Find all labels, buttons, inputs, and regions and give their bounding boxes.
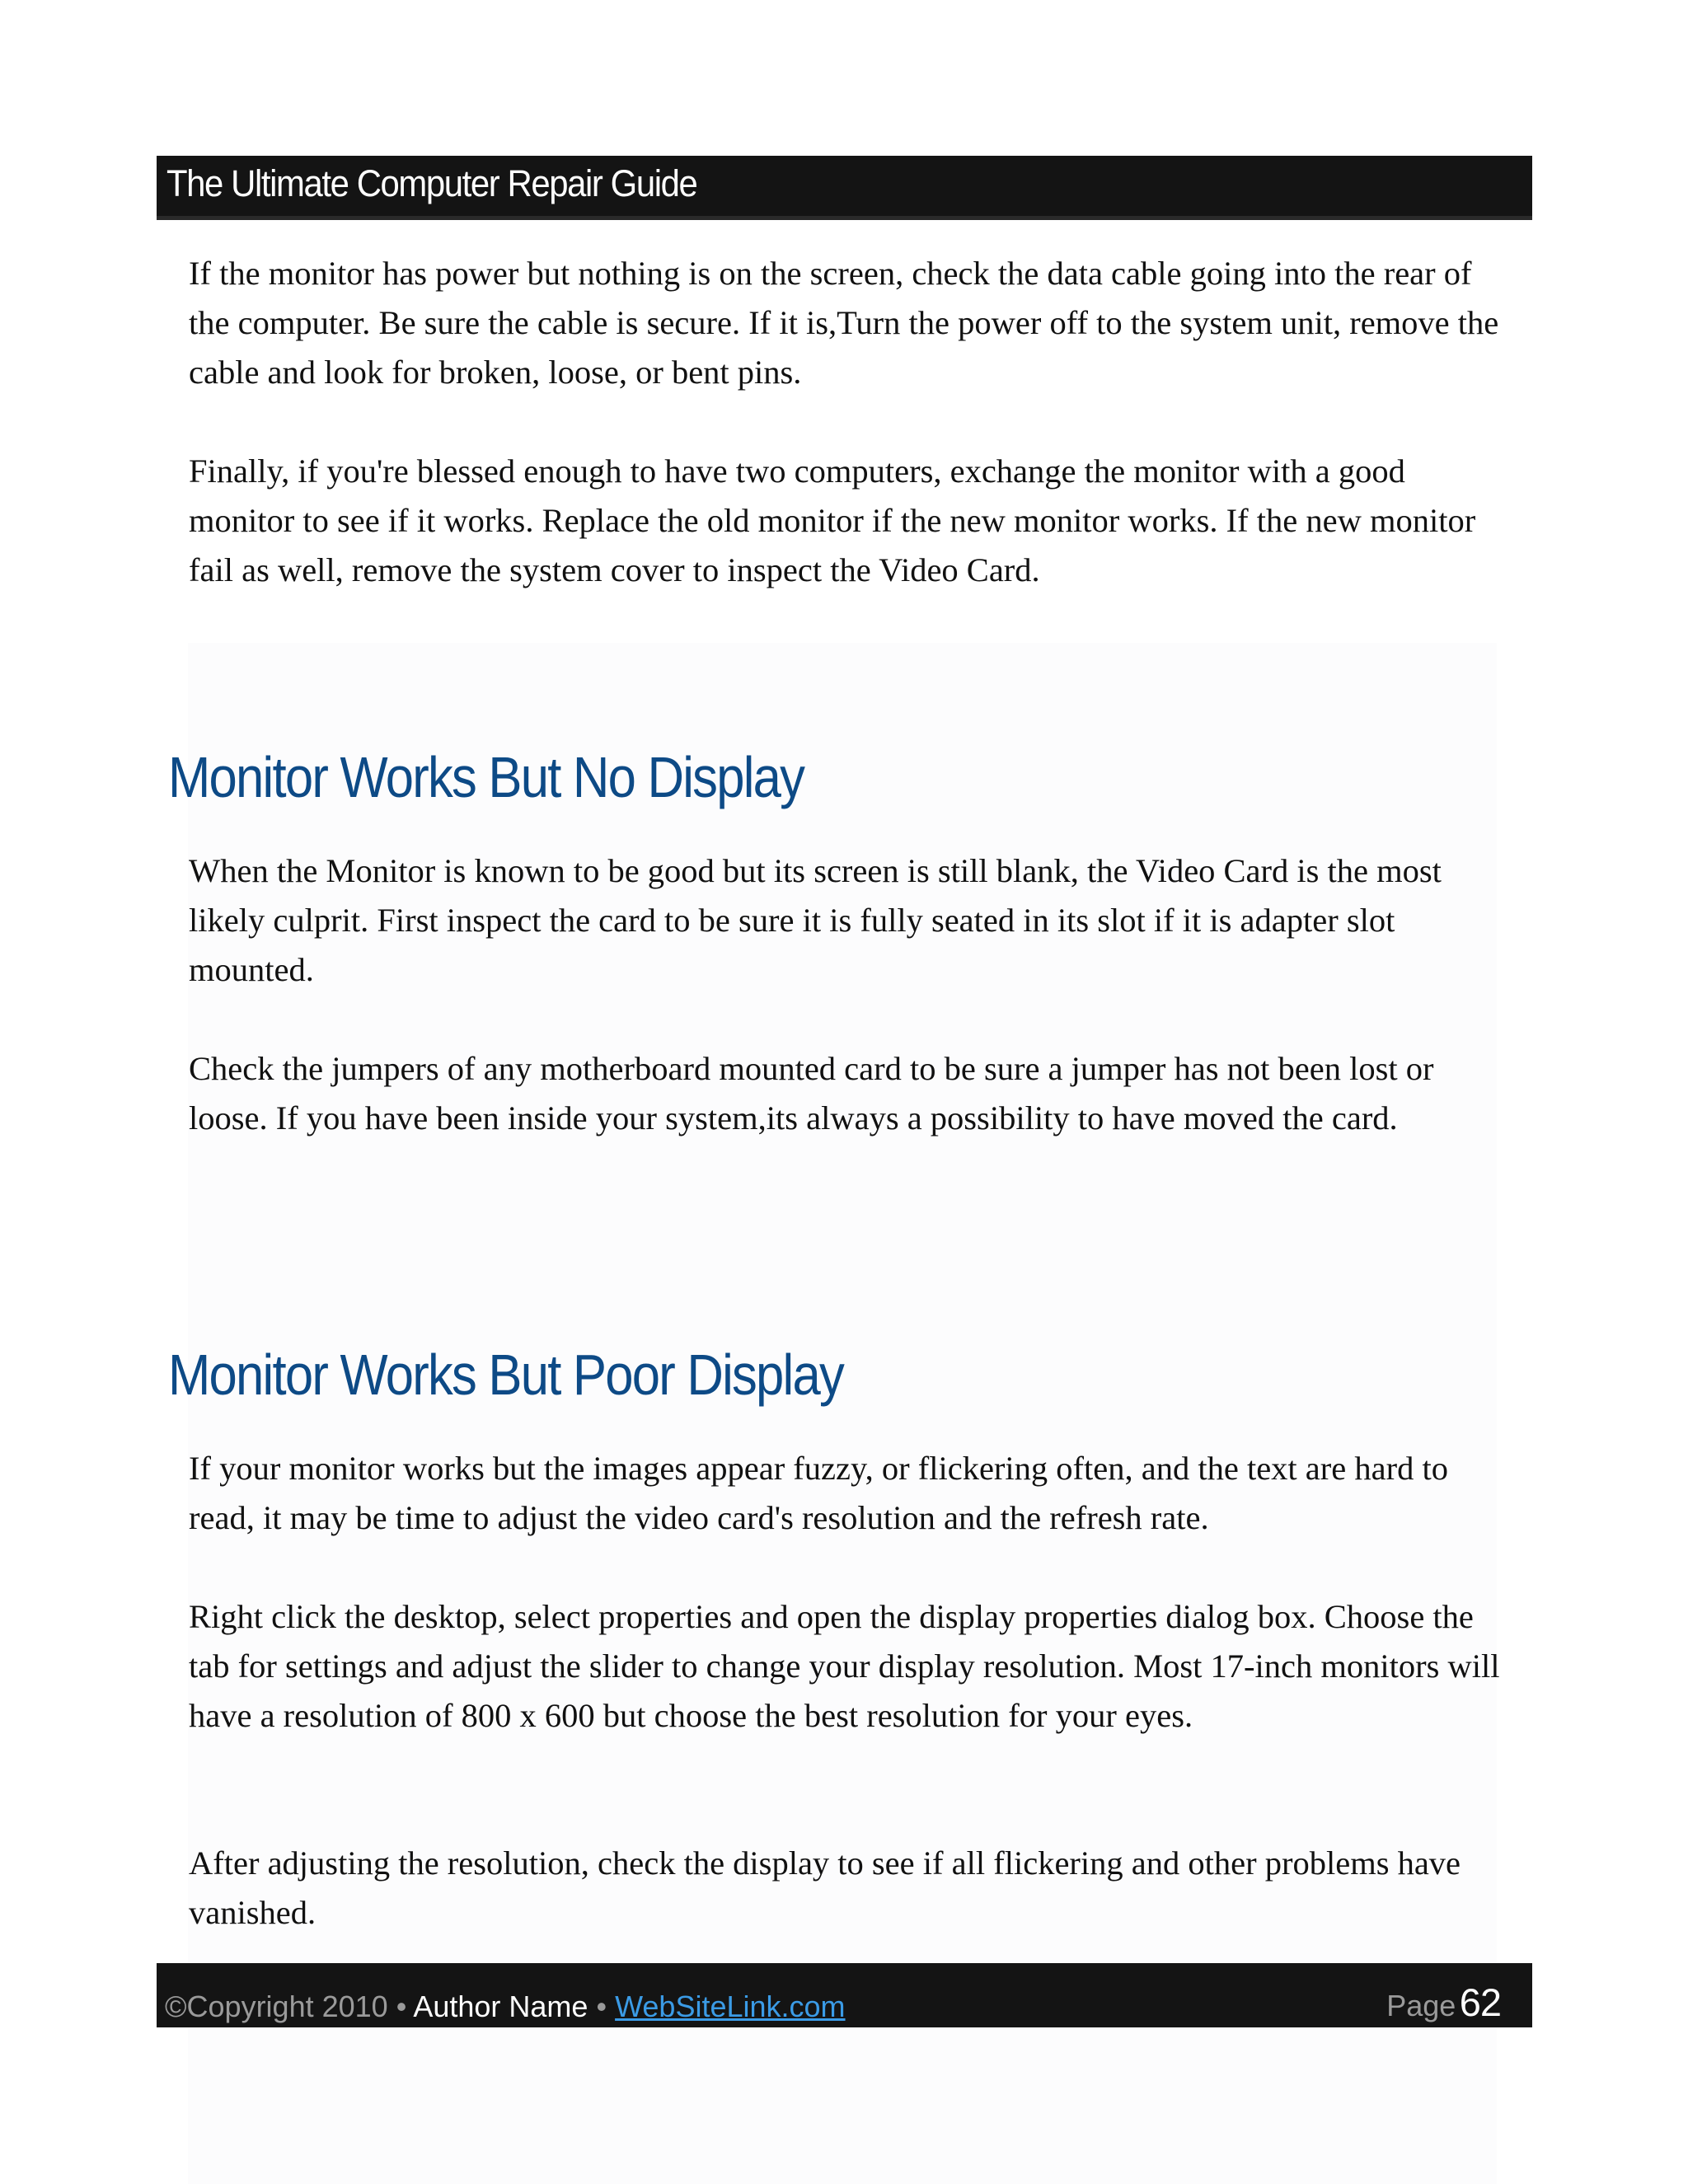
- running-header: [157, 156, 1532, 220]
- page-label: Page: [1386, 1989, 1456, 2022]
- intro-paragraph-2: Finally, if you're blessed enough to have two computers, exchange the monitor with a good monitor to see if it works. Replace the old monitor if the new monitor works. If the new monitor fail as well, remove the system cover to inspect the Video Card.: [189, 452, 1476, 588]
- footer-separator: •: [396, 1990, 407, 2023]
- header-rule: [157, 216, 1532, 220]
- poor-display-paragraph-3: After adjusting the resolution, check the display to see if all flickering and other problems have vanished.: [189, 1844, 1461, 1931]
- copyright-text: ©Copyright 2010: [165, 1990, 388, 2023]
- no-display-paragraph-2: Check the jumpers of any motherboard mounted card to be sure a jumper has not been lost or loose. If you have been inside your system,its always a possibility to have moved the card.: [189, 1050, 1434, 1137]
- running-footer: [157, 1963, 1532, 2027]
- footer-separator: •: [596, 1990, 607, 2023]
- page-number: 62: [1459, 1980, 1501, 2024]
- intro-paragraph-1: If the monitor has power but nothing is on the screen, check the data cable going into the rear of the computer. Be sure the cable is secure. If it is,Turn the power off to the system unit, remove the cable and look for broken, loose, or bent pins.: [189, 255, 1499, 391]
- poor-display-paragraph-1: If your monitor works but the images appear fuzzy, or flickering often, and the text are hard to read, it may be time to adjust the video card's resolution and the refresh rate.: [189, 1450, 1448, 1536]
- section-heading-poor-display: Monitor Works But Poor Display: [168, 1343, 844, 1407]
- section-heading-no-display: Monitor Works But No Display: [168, 745, 804, 809]
- footer-credits: [165, 1990, 846, 2023]
- website-link[interactable]: WebSiteLink.com: [615, 1990, 846, 2023]
- page-indicator: [1386, 1980, 1501, 2025]
- no-display-paragraph-1: When the Monitor is known to be good but its screen is still blank, the Video Card is the most likely culprit. First inspect the card to be sure it is fully seated in its slot if it is adapter slot mounted.: [189, 852, 1442, 988]
- header-title: The Ultimate Computer Repair Guide: [166, 162, 697, 204]
- author-name: Author Name: [413, 1990, 588, 2023]
- poor-display-paragraph-2: Right click the desktop, select properties and open the display properties dialog box. Choose the tab for settings and adjust the slider to change your display resolution. Most 17-inch monitors will have a resolution of 800 x 600 but choose the best resolution for your eyes.: [189, 1598, 1500, 1734]
